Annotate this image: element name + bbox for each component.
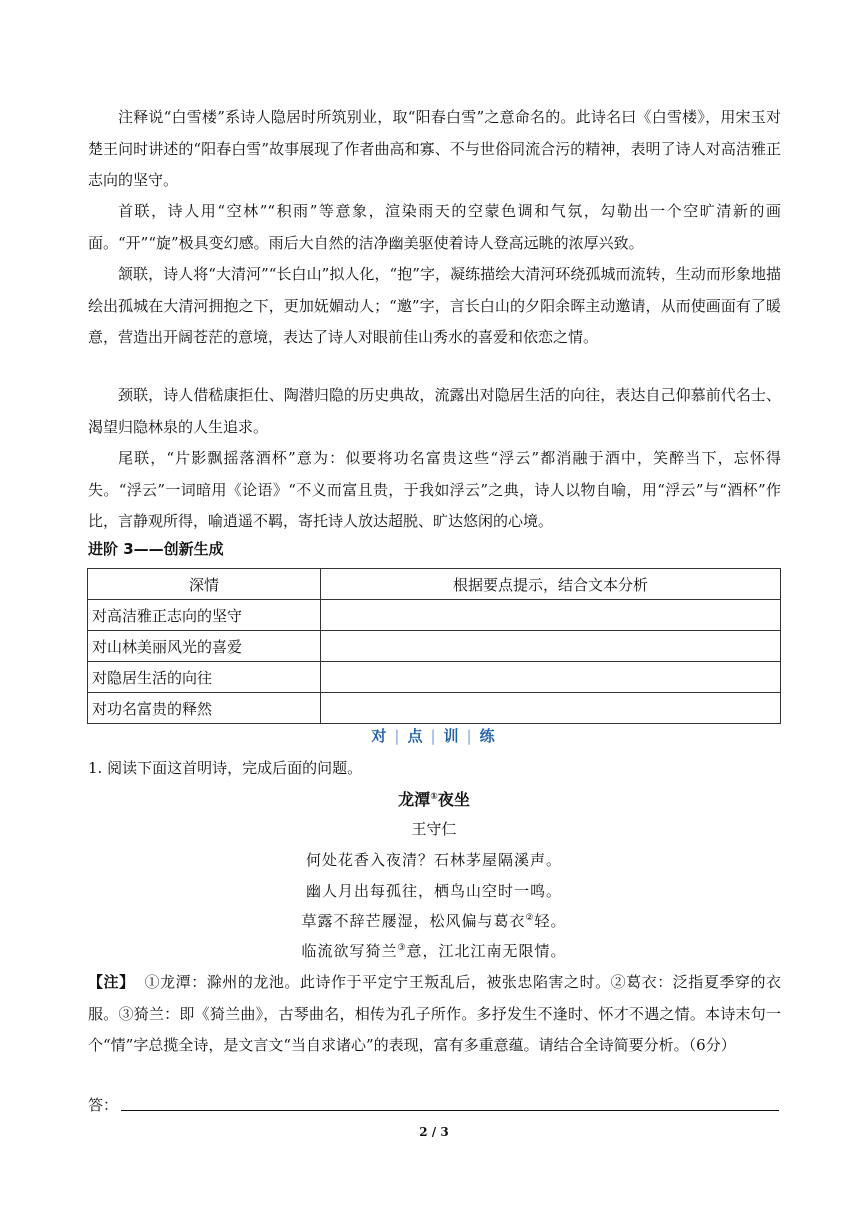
table-cell-analysis[interactable] [321,662,781,693]
table-header-emotion: 深情 [88,569,321,600]
footnote-marker: ① [430,792,438,802]
question-prompt: 1. 阅读下面这首明诗，完成后面的问题。 [88,759,363,777]
footnote-block [88,967,781,1062]
divider: | [394,727,402,745]
training-char: 练 [479,727,497,745]
poem-line-part: 草露不辞芒屦湿，松风偏与葛衣 [301,912,526,930]
divider: | [466,727,474,745]
poem-line-1: 何处花香入夜清？石林茅屋隔溪声。 [305,851,562,869]
table-cell-analysis[interactable] [321,693,781,724]
paragraph-intro: 注释说“白雪楼”系诗人隐居时所筑别业，取“阳春白雪”之意命名的。此诗名曰《白雪楼》，用宋玉对楚王问时讲述的“阳春白雪”故事展现了作者曲高和寡、不与世俗同流合污的精神，表明了诗人对高洁雅正志向的坚守。 [88,108,781,189]
table-cell-emotion: 对高洁雅正志向的坚守 [88,600,321,631]
paragraph-second-couplet: 颔联，诗人将“大清河”“长白山”拟人化，“抱”字，凝练描绘大清河环绕孤城而流转，生动而形象地描绘出孤城在大清河拥抱之下，更加妩媚动人；“邀”字，言长白山的夕阳余晖主动邀请，从而使画面有了暖意，营造出开阔苍茫的意境，表达了诗人对眼前佳山秀水的喜爱和依恋之情。 [88,265,781,346]
section-heading: 进阶 3——创新生成 [88,540,224,558]
divider: | [430,727,438,745]
note-label: 【注】 [88,973,135,991]
table-cell-emotion: 对山林美丽风光的喜爱 [88,631,321,662]
analysis-table [87,568,781,724]
poem-line-3 [0,910,868,931]
training-char: 点 [407,727,425,745]
table-cell-analysis[interactable] [321,631,781,662]
training-char: 对 [371,727,389,745]
table-row [88,693,781,724]
footnote-marker: ② [525,913,535,923]
paragraph-first-couplet: 首联，诗人用“空林”“积雨”等意象，渲染雨天的空蒙色调和气氛，勾勒出一个空旷清新的画面。“开”“旋”极具变幻感。雨后大自然的洁净幽美驱使着诗人登高远眺的浓厚兴致。 [88,202,781,252]
poem-title-part: 龙潭 [398,790,431,809]
table-header-analysis: 根据要点提示，结合文本分析 [321,569,781,600]
table-cell-emotion: 对功名富贵的释然 [88,693,321,724]
table-cell-emotion: 对隐居生活的向往 [88,662,321,693]
table-cell-analysis[interactable] [321,600,781,631]
poem-title [0,787,868,810]
table-row [88,600,781,631]
page-number: 2 / 3 [419,1125,449,1139]
paragraph-last-couplet: 尾联，“片影飘摇落酒杯”意为：似要将功名富贵这些“浮云”都消融于酒中，笑醉当下，忘怀得失。“浮云”一词暗用《论语》“不义而富且贵，于我如浮云”之典，诗人以物自喻，用“浮云”与“酒杯”作比，言静观所得，喻逍遥不羁，寄托诗人放达超脱、旷达悠闲的心境。 [88,449,781,530]
table-header-row [88,569,781,600]
poem-author: 王守仁 [411,820,457,838]
table-row [88,662,781,693]
note-text: ①龙潭：滁州的龙池。此诗作于平定宁王叛乱后，被张忠陷害之时。②葛衣：泛指夏季穿的衣服。③猗兰：即《猗兰曲》，古琴曲名，相传为孔子所作。多抒发生不逢时、怀才不遇之情。本诗末句一个“情”字总揽全诗，是文言文“当自求诸心”的表现，富有多重意蕴。请结合全诗简要分析。（6分） [88,973,781,1054]
poem-line-part: 临流欲写猗兰 [301,942,398,960]
poem-title-part: 夜坐 [437,790,470,809]
poem-line-part: 轻。 [534,912,567,930]
poem-line-2: 幽人月出每孤往，栖鸟山空时一鸣。 [305,882,562,900]
footnote-marker: ③ [397,943,407,953]
poem-line-4 [0,940,868,961]
poem-line-part: 意，江北江南无限情。 [406,942,567,960]
paragraph-third-couplet: 颈联，诗人借嵇康拒仕、陶潜归隐的历史典故，流露出对隐居生活的向往，表达自己仰慕前代名士、渴望归隐林泉的人生追求。 [88,386,781,436]
training-char: 训 [443,727,461,745]
training-label [0,725,868,746]
table-row [88,631,781,662]
answer-label: 答： [88,1096,119,1114]
answer-input-line[interactable] [121,1110,779,1111]
